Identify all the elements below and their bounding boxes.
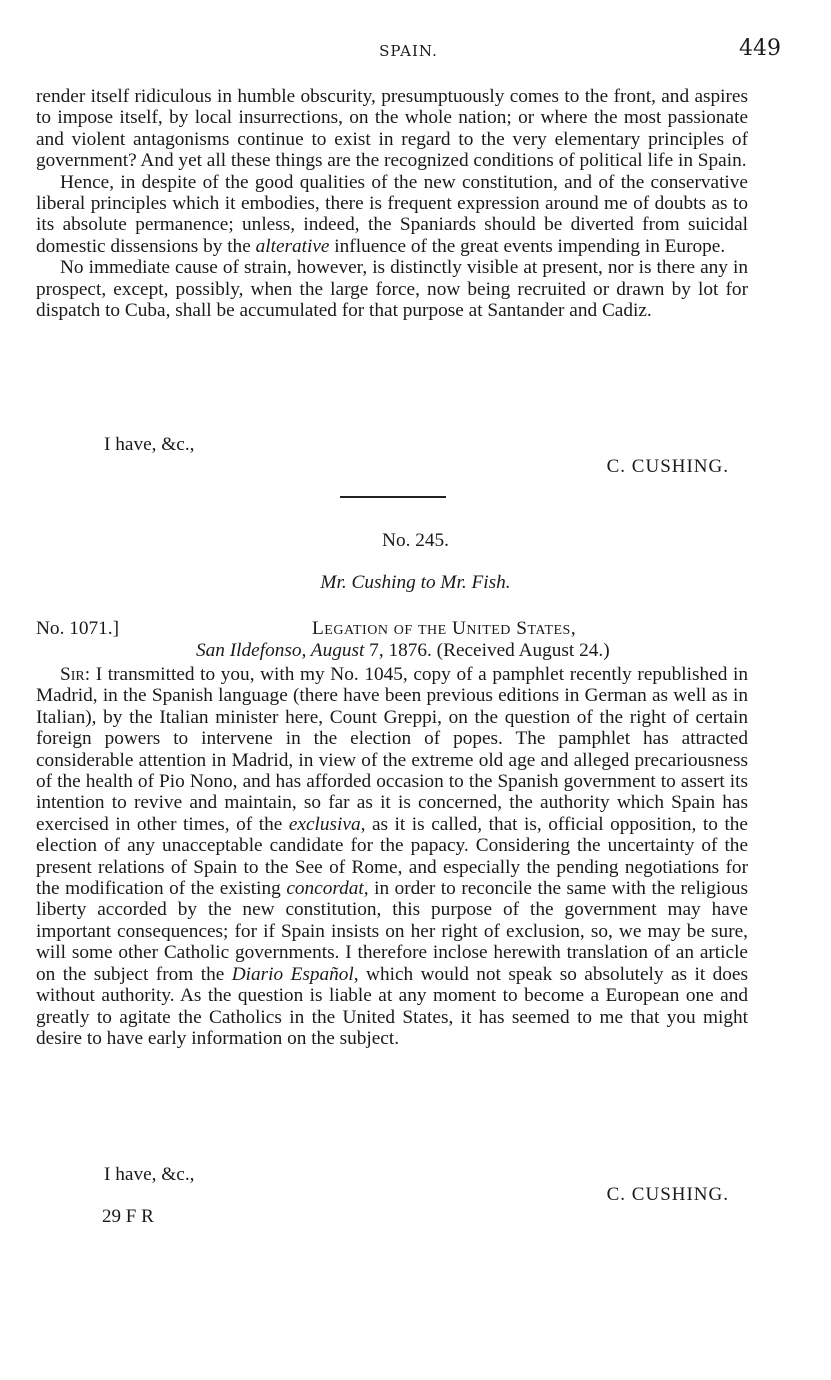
document-number: No. 245. xyxy=(382,530,449,551)
closing: I have, &c., xyxy=(104,434,195,455)
legation-heading: Legation of the United States, xyxy=(312,618,577,639)
section-divider xyxy=(340,496,446,498)
continued-text xyxy=(36,86,748,321)
document-heading: Mr. Cushing to Mr. Fish. xyxy=(320,572,511,593)
signature: C. CUSHING. xyxy=(606,456,729,477)
dispatch-number: No. 1071.] xyxy=(36,618,120,639)
dateline: San Ildefonso, August 7, 1876. (Received August 24.) xyxy=(196,640,610,661)
signature: C. CUSHING. xyxy=(606,1184,729,1205)
letter-body xyxy=(36,664,748,1049)
paragraph: Sir: I transmitted to you, with my No. 1045, copy of a pamphlet recently republished in Madrid, in the Spanish language (there have been previous editions in German as well as in Italian), by the Italian minister here, Count Greppi, on the question of the right of certain foreign powers to intervene in the election of popes. The pamphlet has attracted considerable attention in Madrid, in view of the extreme old age and alleged precariousness of the health of Pio Nono, and has afforded occasion to the Spanish government to assert its intention to revive and maintain, so far as it is concerned, the authority which Spain has exercised in other times, of the exclusiva, as it is called, that is, official opposition, to the election of any unacceptable candidate for the papacy. Considering the uncertainty of the present relations of Spain to the See of Rome, and especially the pending negotiations for the modification of the existing concordat, in order to reconcile the same with the religious liberty accorded by the new constitution, this purpose of the government may have important consequences; for if Spain insists on her right of exclusion, so, we may be sure, will some other Catholic governments. I therefore inclose herewith translation of an article on the subject from the Diario Español, which would not speak so absolutely as it does without authority. As the question is liable at any moment to become a European one and greatly to agitate the Catholics in the United States, it has seemed to me that you might desire to have early information on the subject. xyxy=(36,664,748,1049)
paragraph: Hence, in despite of the good qualities of the new constitution, and of the conservative liberal principles which it embodies, there is frequent expression around me of doubts as to its absolute permanence; unless, indeed, the Spaniards should be diverted from suicidal domestic dissensions by the alterative influence of the great events impending in Europe. xyxy=(36,171,748,257)
paragraph: No immediate cause of strain, however, is distinctly visible at present, nor is there any in prospect, except, possibly, when the large force, now being recruited or drawn by lot for dispatch to Cuba, shall be accumulated for that purpose at Santander and Cadiz. xyxy=(36,257,748,322)
closing: I have, &c., xyxy=(104,1164,195,1185)
paragraph: render itself ridiculous in humble obscurity, presumptuously comes to the front, and aspires to impose itself, by local insurrections, on the whole nation; or where the most passionate and violent antagonisms continue to exist in regard to the very elementary principles of government? And yet all these things are the recognized conditions of political life in Spain. xyxy=(36,86,748,172)
running-head xyxy=(36,36,781,66)
page-number: 449 xyxy=(739,36,781,61)
signature-mark: 29 F R xyxy=(102,1206,154,1227)
running-title: SPAIN. xyxy=(379,42,438,60)
